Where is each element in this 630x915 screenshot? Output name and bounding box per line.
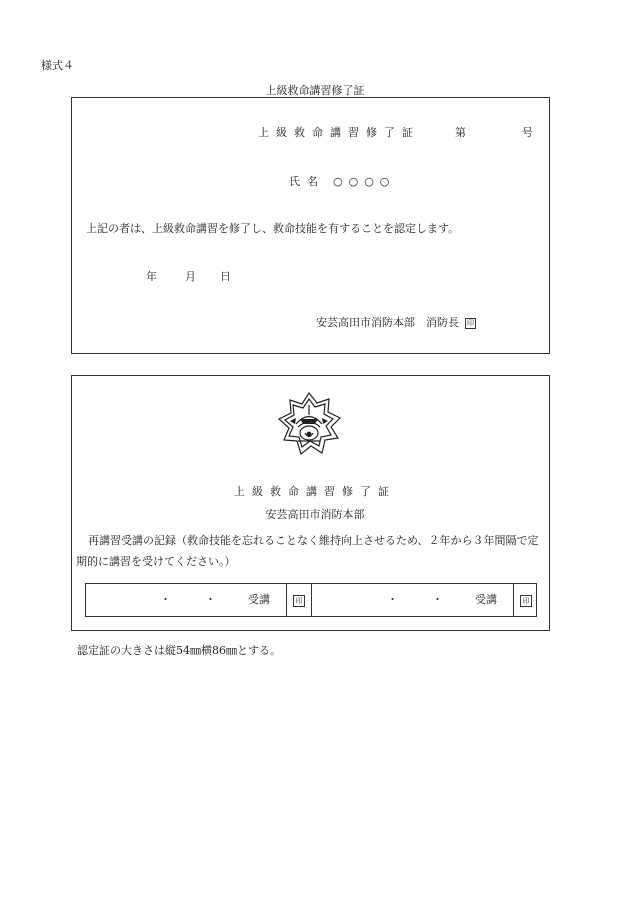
document-title: 上級救命講習修了証 (265, 84, 365, 97)
record-2-attendance-label: 受講 (475, 593, 497, 606)
issuer-name: 安芸高田市消防本部 消防長 (316, 316, 459, 329)
seal-stamp-box: 印 (467, 318, 474, 327)
date-year: 年 (146, 270, 157, 283)
name-line (289, 173, 395, 189)
renewal-note: 再講習受講の記録（救命技能を忘れることなく維持向上させるため、２年から３年間隔で定期的に講習を受けてください。） (76, 534, 539, 568)
date-month: 月 (185, 270, 196, 283)
renewal-record-table (85, 583, 537, 617)
size-footnote: 認定証の大きさは縦54㎜横86㎜とする。 (77, 644, 281, 657)
record-1-attendance-label: 受講 (248, 593, 270, 606)
name-label: 氏名 (289, 175, 325, 188)
fire-department-emblem-icon (276, 391, 342, 461)
record-divider (286, 584, 287, 616)
date-day: 日 (220, 270, 231, 283)
issuer-line (316, 314, 476, 330)
form-label: 様式４ (41, 59, 74, 72)
record-1-date-separator: ・ (205, 593, 216, 606)
front-title: 上級救命講習修了証 (258, 126, 420, 139)
name-placeholder: ○○○○ (333, 175, 396, 188)
back-organization: 安芸高田市消防本部 (265, 508, 365, 521)
issue-date (146, 268, 231, 284)
record-2-seal-box: 印 (520, 595, 532, 607)
certificate-number-suffix: 号 (522, 126, 533, 139)
record-1-seal-box: 印 (293, 595, 305, 607)
record-divider (513, 584, 514, 616)
record-2-date-separator: ・ (387, 593, 398, 606)
certificate-number-label: 第 (455, 126, 466, 139)
record-1-date-separator: ・ (160, 593, 171, 606)
record-divider (311, 584, 312, 616)
back-title: 上級救命講習修了証 (234, 485, 396, 498)
record-2-date-separator: ・ (432, 593, 443, 606)
certification-statement: 上記の者は、上級救命講習を修了し、救命技能を有することを認定します。 (86, 222, 460, 235)
